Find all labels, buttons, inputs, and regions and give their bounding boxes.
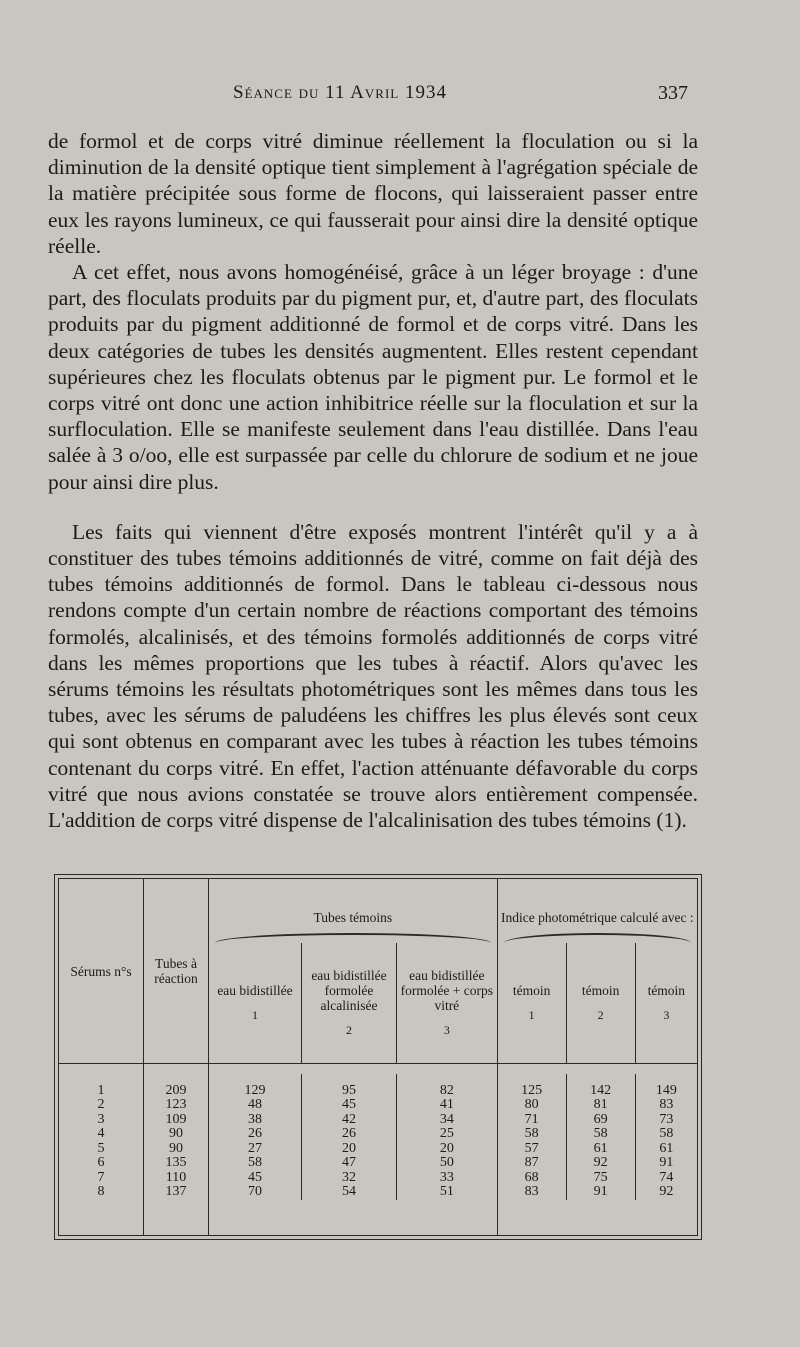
col-group-temoins (209, 1074, 498, 1236)
table-cell: 5 (97, 1140, 105, 1156)
table-cell: 20 (342, 1140, 356, 1156)
table-separator (59, 1064, 697, 1074)
table-cell: 57 (524, 1140, 539, 1156)
running-header (0, 82, 800, 112)
table-cell: 123 (165, 1097, 187, 1112)
table-cell: 45 (248, 1169, 262, 1185)
col-group-indice (497, 1074, 697, 1236)
table-cell: 50 (439, 1155, 454, 1170)
table-cell: 75 (593, 1169, 608, 1185)
table-cell: 109 (165, 1111, 187, 1127)
table-cell: 8 (97, 1184, 105, 1199)
group-tubes-temoins-title: Tubes témoins (209, 879, 497, 943)
table-cell: 61 (659, 1140, 674, 1156)
table-cell: 32 (342, 1169, 356, 1185)
table-cell: 33 (439, 1169, 454, 1185)
table-cell: 73 (659, 1111, 674, 1127)
table-cell: 142 (590, 1082, 612, 1098)
table-cell: 45 (342, 1097, 356, 1112)
header-tubes-reaction: Tubes à réaction (144, 879, 209, 1064)
table-cell: 42 (342, 1111, 356, 1127)
table-cell: 83 (659, 1097, 674, 1112)
table-cell: 74 (659, 1169, 674, 1185)
table-cell: 90 (169, 1140, 183, 1156)
table-cell: 92 (659, 1184, 674, 1199)
table-cell: 129 (244, 1082, 266, 1098)
subheader-temoin-3: témoin 3 (635, 943, 697, 1063)
header-group-indice (497, 879, 697, 1064)
table-cell: 110 (165, 1169, 187, 1185)
table-cell: 68 (524, 1169, 539, 1185)
table-cell: 125 (521, 1082, 543, 1098)
table-cell: 69 (593, 1111, 608, 1127)
table-cell: 27 (248, 1140, 262, 1156)
col-serums (59, 1074, 144, 1236)
data-table (59, 879, 697, 1235)
table-cell: 3 (97, 1111, 105, 1127)
paragraph-2: A cet effet, nous avons homogénéisé, grâce à un léger broyage : d'une part, des floculats produits par du pigment pur, et, d'autre part, des floculats produits par du pigment additionné de formol et de corps vitré. Dans les deux catégories de tubes les densités augmentent. Elles restent cependant supérieures chez les floculats obtenus par le pigment pur. Le formol et le corps vitré ont donc une action inhibitrice réelle sur la floculation et sur la surfloculation. Elle se manifeste seulement dans l'eau distillée. Dans l'eau salée à 3 o/oo, elle est surpassée par celle du chlorure de sodium et ne joue pour ainsi dire plus. (48, 260, 698, 494)
page-number: 337 (658, 82, 688, 104)
table-cell: 91 (593, 1184, 608, 1199)
table-cell: 54 (342, 1184, 356, 1199)
table-body-row (59, 1074, 697, 1236)
brace-indice (504, 933, 691, 943)
header-group-tubes-temoins (209, 879, 498, 1064)
table-cell: 70 (248, 1184, 262, 1199)
table-cell: 137 (165, 1184, 187, 1199)
table-cell: 71 (524, 1111, 539, 1127)
table-cell: 81 (593, 1097, 608, 1112)
table-cell: 41 (439, 1097, 454, 1112)
table-cell: 6 (97, 1155, 105, 1170)
header-serums: Sérums n°s (70, 963, 132, 979)
table-cell: 1 (97, 1082, 105, 1098)
table-cell: 7 (97, 1169, 105, 1185)
col-tubes-reaction (144, 1074, 209, 1236)
table-cell: 4 (97, 1126, 105, 1141)
table-cell: 26 (248, 1126, 262, 1141)
body-text (48, 128, 698, 833)
running-head-title: Séance du 11 Avril 1934 (233, 82, 447, 103)
subheader-eau-bidistillee: eau bidistillée 1 (217, 983, 293, 1022)
table-cell: 92 (593, 1155, 608, 1170)
group-indice-title: Indice photométrique calculé avec : (498, 879, 697, 943)
table-cell: 95 (342, 1082, 356, 1098)
table-cell: 209 (165, 1082, 187, 1098)
table-cell: 26 (342, 1126, 356, 1141)
paragraph-3: Les faits qui viennent d'être exposés montrent l'intérêt qu'il y a à constituer des tubes témoins additionnés de vitré, comme on fait déjà des tubes témoins additionnés de formol. Dans le tableau ci-dessous nous rendons compte d'un certain nombre de réactions comportant des témoins formolés, alcalinisés, et des témoins formolés additionnés de corps vitré dans les mêmes proportions que les tubes à réactif. Alors qu'avec les sérums témoins les résultats photométriques sont les mêmes dans tous les tubes, avec les sérums de paludéens les chiffres les plus élevés sont ceux qui sont obtenus en comparant avec les tubes à réaction les tubes témoins contenant du corps vitré. En effet, l'action atténuante défavorable du corps vitré que nous avions constatée se trouve alors entièrement compensée. L'addition de corps vitré dispense de l'alcalinisation des tubes témoins (1). (48, 519, 698, 833)
subheader-temoin-2: témoin 2 (566, 943, 635, 1063)
table-cell: 61 (593, 1140, 608, 1156)
data-table-frame (58, 878, 698, 1236)
table-cell: 38 (248, 1111, 262, 1127)
subheader-temoin-1: témoin 1 (512, 983, 551, 1022)
table-cell: 135 (165, 1155, 187, 1170)
table-cell: 20 (439, 1140, 454, 1156)
subheader-formolee-alcalinisee: eau bidistillée formolée alcalinisée 2 (301, 943, 396, 1063)
table-cell: 82 (439, 1082, 454, 1098)
table-cell: 58 (659, 1126, 674, 1141)
table-cell: 58 (524, 1126, 539, 1141)
table-cell: 91 (659, 1155, 674, 1170)
brace-tubes-temoins (215, 933, 491, 943)
table-cell: 80 (524, 1097, 539, 1112)
table-header-row (59, 879, 697, 1064)
table-cell: 47 (342, 1155, 356, 1170)
table-cell: 149 (655, 1082, 677, 1098)
table-cell: 58 (593, 1126, 608, 1141)
table-cell: 90 (169, 1126, 183, 1141)
table-cell: 25 (439, 1126, 454, 1141)
table-cell: 51 (439, 1184, 454, 1199)
table-cell: 48 (248, 1097, 262, 1112)
subheader-formolee-corps-vitre: eau bidistillée formolée + corps vitré 3 (396, 943, 497, 1063)
paragraph-1: de formol et de corps vitré diminue réellement la floculation ou si la diminution de la densité optique tient simplement à l'agrégation spéciale de la matière précipitée sous forme de flocons, qui laisseraient passer entre eux les rayons lumineux, ce qui fausserait pour ainsi dire la densité optique réelle. (48, 129, 698, 258)
table-cell: 58 (248, 1155, 262, 1170)
table-cell: 2 (97, 1097, 105, 1112)
table-cell: 87 (524, 1155, 539, 1170)
table-cell: 83 (524, 1184, 539, 1199)
table-cell: 34 (439, 1111, 454, 1127)
